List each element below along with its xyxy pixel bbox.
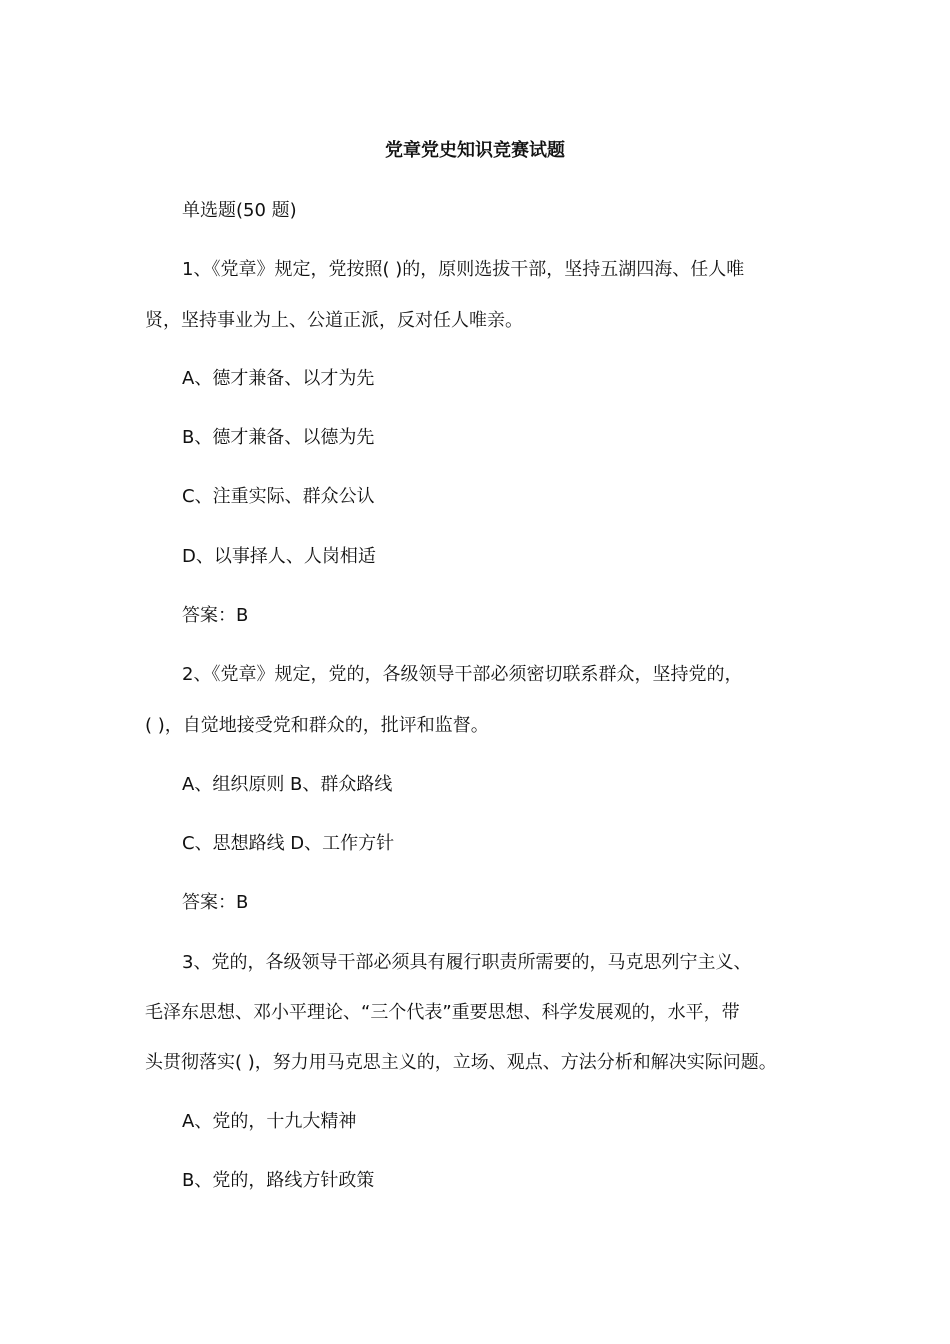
question-1-answer: 答案：B <box>182 605 249 626</box>
question-2-options-ab: A、组织原则 B、群众路线 <box>182 774 393 795</box>
question-1-text-cont: 贤，坚持事业为上、公道正派，反对任人唯亲。 <box>145 310 523 331</box>
question-3-text: 3、党的，各级领导干部必须具有履行职责所需要的，马克思列宁主义、 <box>182 952 752 973</box>
question-2-text: 2、《党章》规定，党的，各级领导干部必须密切联系群众，坚持党的， <box>182 664 743 685</box>
question-1-option-b: B、德才兼备、以德为先 <box>182 427 375 448</box>
question-2-text-cont: ( )，自觉地接受党和群众的，批评和监督。 <box>145 715 489 736</box>
page-title: 党章党史知识竞赛试题 <box>385 140 565 161</box>
question-3-option-b: B、党的，路线方针政策 <box>182 1170 375 1191</box>
question-1-text: 1、《党章》规定，党按照( )的，原则选拔干部，坚持五湖四海、任人唯 <box>182 259 745 280</box>
question-3-text-cont: 毛泽东思想、邓小平理论、“三个代表”重要思想、科学发展观的，水平，带 <box>145 1002 740 1023</box>
question-1-option-a: A、德才兼备、以才为先 <box>182 368 375 389</box>
question-2-answer: 答案：B <box>182 892 249 913</box>
question-3-text-cont-2: 头贯彻落实( )，努力用马克思主义的，立场、观点、方法分析和解决实际问题。 <box>145 1052 777 1073</box>
question-2-options-cd: C、思想路线 D、工作方针 <box>182 833 395 854</box>
question-1-option-d: D、以事择人、人岗相适 <box>182 546 376 567</box>
section-heading: 单选题(50 题) <box>182 200 297 221</box>
question-3-option-a: A、党的，十九大精神 <box>182 1111 357 1132</box>
question-1-option-c: C、注重实际、群众公认 <box>182 486 375 507</box>
